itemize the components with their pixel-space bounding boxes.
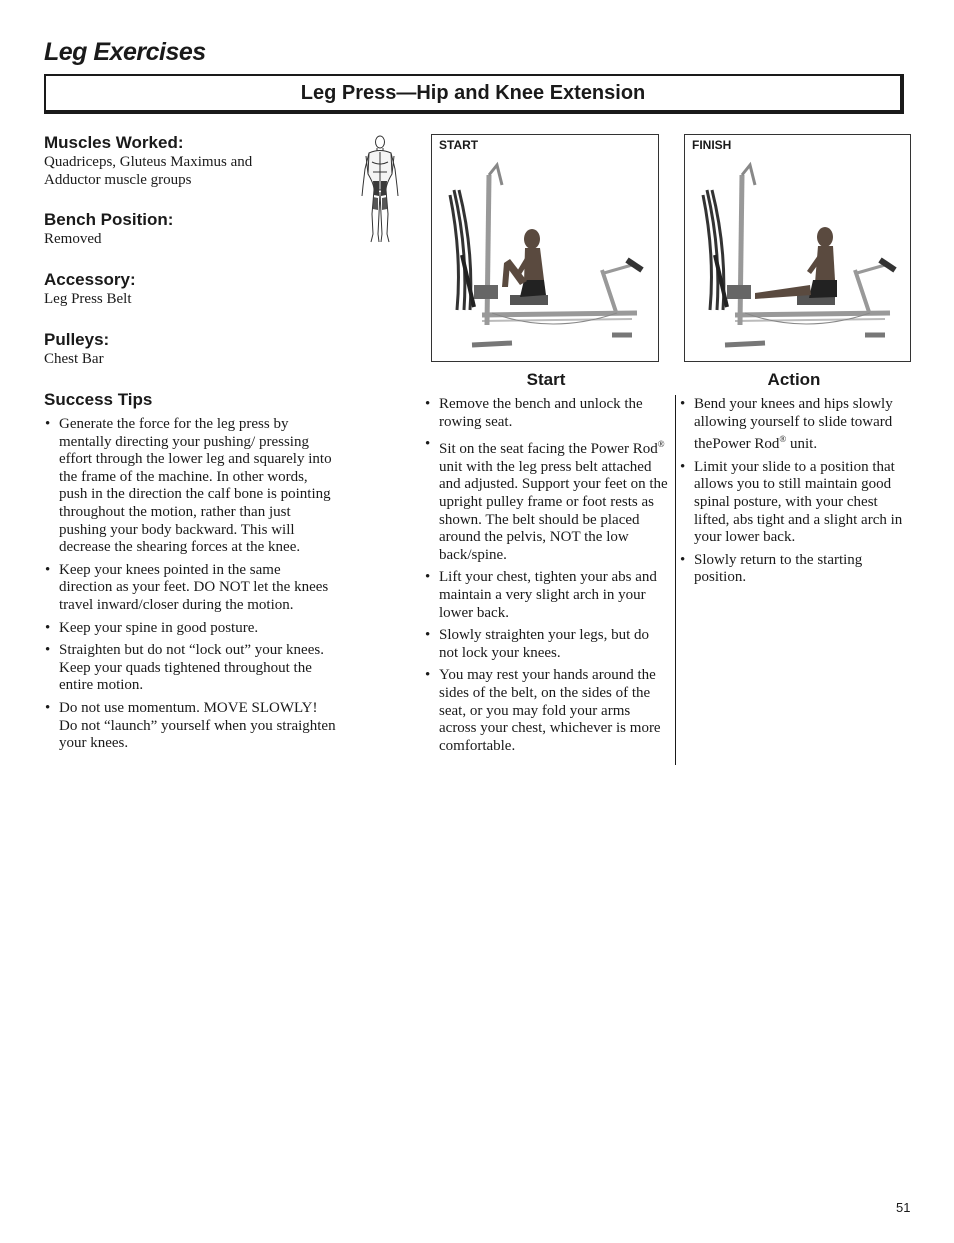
muscle-anatomy-figure (360, 134, 400, 246)
page-title: Leg Exercises (44, 38, 206, 66)
start-heading: Start (526, 370, 566, 389)
list-item: • Straighten but do not “lock out” your knees. Keep your quads tightened throughout the entire motion. (44, 642, 336, 695)
start-steps-list (424, 396, 670, 755)
action-steps (679, 396, 909, 592)
bench-position-section (44, 210, 336, 248)
list-item: • Remove the bench and unlock the rowing seat. (424, 396, 670, 431)
start-machine-illustration (432, 135, 659, 362)
page-number: 51 (896, 1200, 911, 1215)
list-item: • Lift your chest, tighten your abs and maintain a very slight arch in your lower back. (424, 569, 670, 622)
list-item: • Keep your spine in good posture. (44, 620, 336, 638)
list-item: • Do not use momentum. MOVE SLOWLY! Do not “launch” yourself when you straighten your knees. (44, 700, 336, 753)
finish-photo-label: FINISH (692, 138, 732, 152)
exercise-title-banner (44, 74, 904, 114)
exercise-title: Leg Press—Hip and Knee Extension (300, 81, 646, 104)
success-tips-heading: Success Tips (44, 390, 153, 409)
list-item: • Sit on the seat facing the Power Rod® unit with the leg press belt attached and adjusted. Support your feet on the upright pulley frame or foot rests as shown. The belt should be placed around the pelvis, NOT the low back/spine. (424, 436, 670, 564)
success-tips-list (44, 416, 336, 753)
list-item: • Bend your knees and hips slowly allowing yourself to slide toward thePower Rod® unit. (679, 396, 909, 454)
list-item: • Limit your slide to a position that allows you to still maintain good spinal posture, with your chest lifted, abs tight and a slight arch in your lower back. (679, 459, 909, 547)
finish-photo (684, 134, 911, 362)
pulleys-section (44, 330, 336, 368)
success-tips-section (44, 390, 336, 758)
action-heading: Action (767, 370, 821, 389)
pulleys-text: Chest Bar (44, 351, 104, 367)
finish-machine-illustration (685, 135, 911, 362)
list-item: • You may rest your hands around the sides of the belt, on the sides of the seat, or you may fold your arms across your chest, whichever is more comfortable. (424, 667, 670, 755)
bench-position-heading: Bench Position: (44, 210, 174, 229)
list-item: • Keep your knees pointed in the same direction as your feet. DO NOT let the knees travel inward/closer during the motion. (44, 562, 336, 615)
accessory-heading: Accessory: (44, 270, 136, 289)
bench-position-text: Removed (44, 231, 102, 247)
action-steps-list (679, 396, 909, 587)
start-photo (431, 134, 659, 362)
start-photo-label: START (439, 138, 479, 152)
accessory-section (44, 270, 336, 308)
pulleys-heading: Pulleys: (44, 330, 110, 349)
accessory-text: Leg Press Belt (44, 291, 132, 307)
column-divider (675, 395, 676, 765)
list-item: • Generate the force for the leg press by mentally directing your pushing/ pressing effort through the lower leg and squarely into the frame of the machine. In other words, push in the direction the calf bone is pointing throughout the motion, rather than just pushing your body backward. This will decrease the shearing forces at the knee. (44, 416, 336, 557)
start-steps (424, 396, 670, 760)
muscles-worked-section (44, 133, 336, 189)
muscles-worked-heading: Muscles Worked: (44, 133, 184, 152)
list-item: • Slowly return to the starting position. (679, 552, 909, 587)
list-item: • Slowly straighten your legs, but do not lock your knees. (424, 627, 670, 662)
muscles-worked-text: Quadriceps, Gluteus Maximus and Adductor muscle groups (44, 154, 253, 188)
